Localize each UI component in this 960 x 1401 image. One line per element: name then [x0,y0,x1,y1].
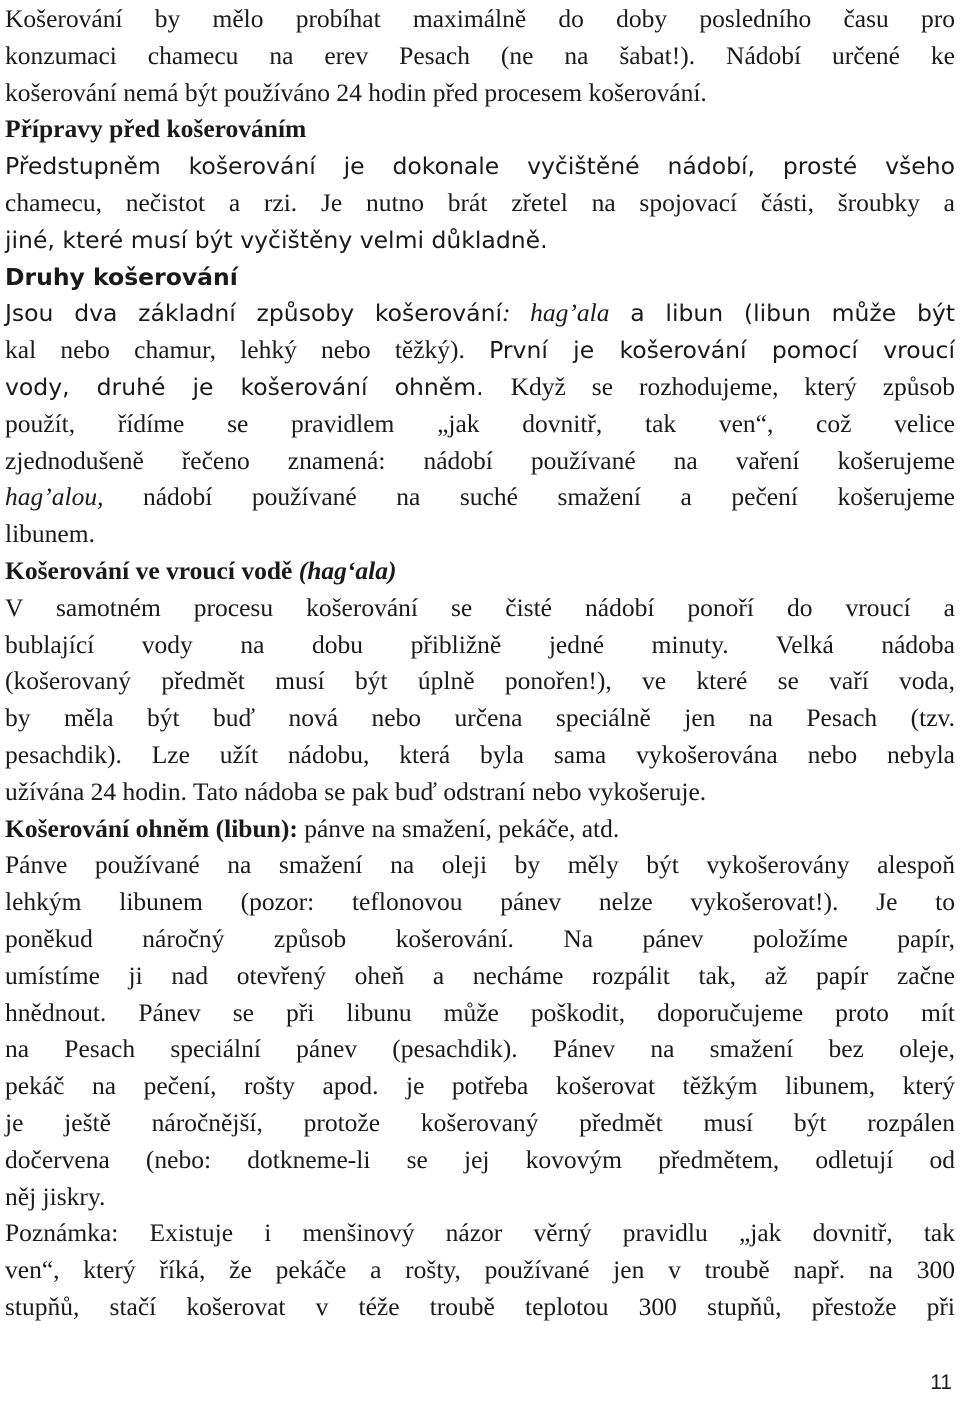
text-run: chamecu, nečistot a rzi. [5,188,321,217]
text-run: pánve na smažení, pekáče, atd. [297,813,620,843]
text-run: Velká nádoba [775,629,955,659]
text-line [5,406,955,442]
text-line [5,1289,955,1325]
text-line [5,1068,955,1104]
text-line [5,1142,955,1178]
text-line [5,332,955,368]
text-run: V samotném procesu košerování se čisté nádobí ponoří do vroucí a [5,592,955,622]
text-run: na Pesach speciální pánev (pesachdik). Pánev na smažení bez oleje, [5,1034,955,1064]
text-line [5,995,955,1031]
text-line [5,590,955,626]
text-line [5,75,955,111]
text-run: dočervena (nebo: dotkneme-li se jej kovovým předmětem, odletují od [5,1144,955,1174]
text-run: by měla být buď nová nebo určena speciálně jen na Pesach (tzv. [5,703,955,733]
text-run: jiné, které musí být vyčištěny velmi důkladně. [5,225,548,254]
text-run: pesachdik). [5,740,152,769]
text-line [5,811,955,847]
text-line [5,479,955,515]
text-line [5,148,955,184]
text-run: Košerování ve vroucí vodě [5,556,299,585]
text-line [5,111,955,147]
text-line [5,1215,955,1251]
text-line [5,295,955,331]
text-line [5,516,955,552]
text-run: Když se rozhodujeme, který způsob [510,372,955,401]
text-line [5,553,955,589]
text-run: pekáč na pečení, rošty apod. je potřeba košerovat těžkým libunem, který [5,1071,955,1101]
text-run: (košerovaný předmět musí být úplně ponořen!), ve které se vaří voda, [5,666,955,696]
text-line [5,1105,955,1141]
text-line [5,663,955,699]
text-run: zjednodušeně řečeno znamená: nádobí používané na vaření košerujeme [5,445,955,475]
text-run: Košerování ohněm (libun): [5,813,298,843]
text-line [5,921,955,957]
text-run: Je nutno brát zřetel na spojovací části, šroubky a [320,188,955,217]
text-run: Jsou dva základní způsoby košerování [5,299,503,328]
text-run: a libun (libun může být [609,299,955,328]
text-run: umístíme ji nad otevřený oheň a necháme rozpálit tak, až papír začne [5,960,955,990]
text-run: Předstupněm košerování je dokonale vyčištěné nádobí, prosté všeho [5,152,955,181]
text-run: Druhy košerování [5,262,238,291]
text-run: kal nebo chamur, lehký nebo těžký). [5,335,490,365]
text-run: libunem. [5,519,95,549]
text-line [5,958,955,994]
text-line [5,1179,955,1215]
text-run: lehkým libunem (pozor: teflonovou pánev nelze vykošerovat!). Je to [5,887,955,917]
text-run: ven“, který říká, že pekáče a rošty, používané jen v troubě např. na 300 [5,1255,955,1285]
text-run: : hag’ala [502,298,610,328]
page-number: 11 [930,1371,952,1394]
text-line [5,1,955,37]
text-run: konzumaci chamecu na erev Pesach (ne na šabat!). Nádobí určené ke [5,40,955,70]
text-run: hnědnout. Pánev se při libunu může poškodit, doporučujeme proto mít [5,997,955,1027]
text-line [5,884,955,920]
text-line [5,700,955,736]
text-run: Přípravy před košerováním [5,114,307,144]
text-line [5,38,955,74]
text-run: bublající vody na dobu přibližně jedné minuty. [5,629,776,659]
text-line [5,774,955,810]
text-run: vody, druhé je košerování ohněm. [5,373,511,401]
text-line [5,737,955,773]
text-line [5,1252,955,1288]
text-line [5,185,955,221]
text-line [5,369,955,405]
text-run: poněkud náročný způsob košerování. Na pánev položíme papír, [5,924,955,953]
text-run: (hag‘ala) [298,556,397,585]
text-run: První je košerování pomocí vroucí [489,336,955,365]
text-run: Pánve používané na smažení na oleji by měly být vykošerovány alespoň [5,850,955,880]
text-run: Poznámka: Existuje i menšinový názor věrný pravidlu „jak dovnitř, tak [5,1218,955,1248]
text-run: stupňů, stačí košerovat v téže troubě teplotou 300 stupňů, přestože při [5,1292,955,1321]
text-run: hag’alou, [5,482,104,512]
text-line [5,259,955,295]
text-line [5,627,955,663]
text-run: nádobí používané na suché smažení a pečení košerujeme [103,482,955,512]
text-line [5,1031,955,1067]
text-run: Lze užít nádobu, která byla sama vykošerována nebo nebyla [151,740,955,769]
text-run: Košerování by mělo probíhat maximálně do doby posledního času pro [5,4,955,33]
text-line [5,847,955,883]
text-line [5,222,955,258]
text-run: košerování nemá být používáno 24 hodin před procesem košerování. [5,77,707,107]
text-run: něj jiskry. [5,1181,106,1211]
text-run: použít, řídíme se pravidlem „jak dovnitř, tak ven“, což velice [5,408,955,438]
text-line [5,443,955,479]
text-run: užívána 24 hodin. Tato nádoba se pak buď odstraní nebo vykošeruje. [5,776,707,806]
text-run: je ještě náročnější, protože košerovaný předmět musí být rozpálen [5,1108,955,1137]
